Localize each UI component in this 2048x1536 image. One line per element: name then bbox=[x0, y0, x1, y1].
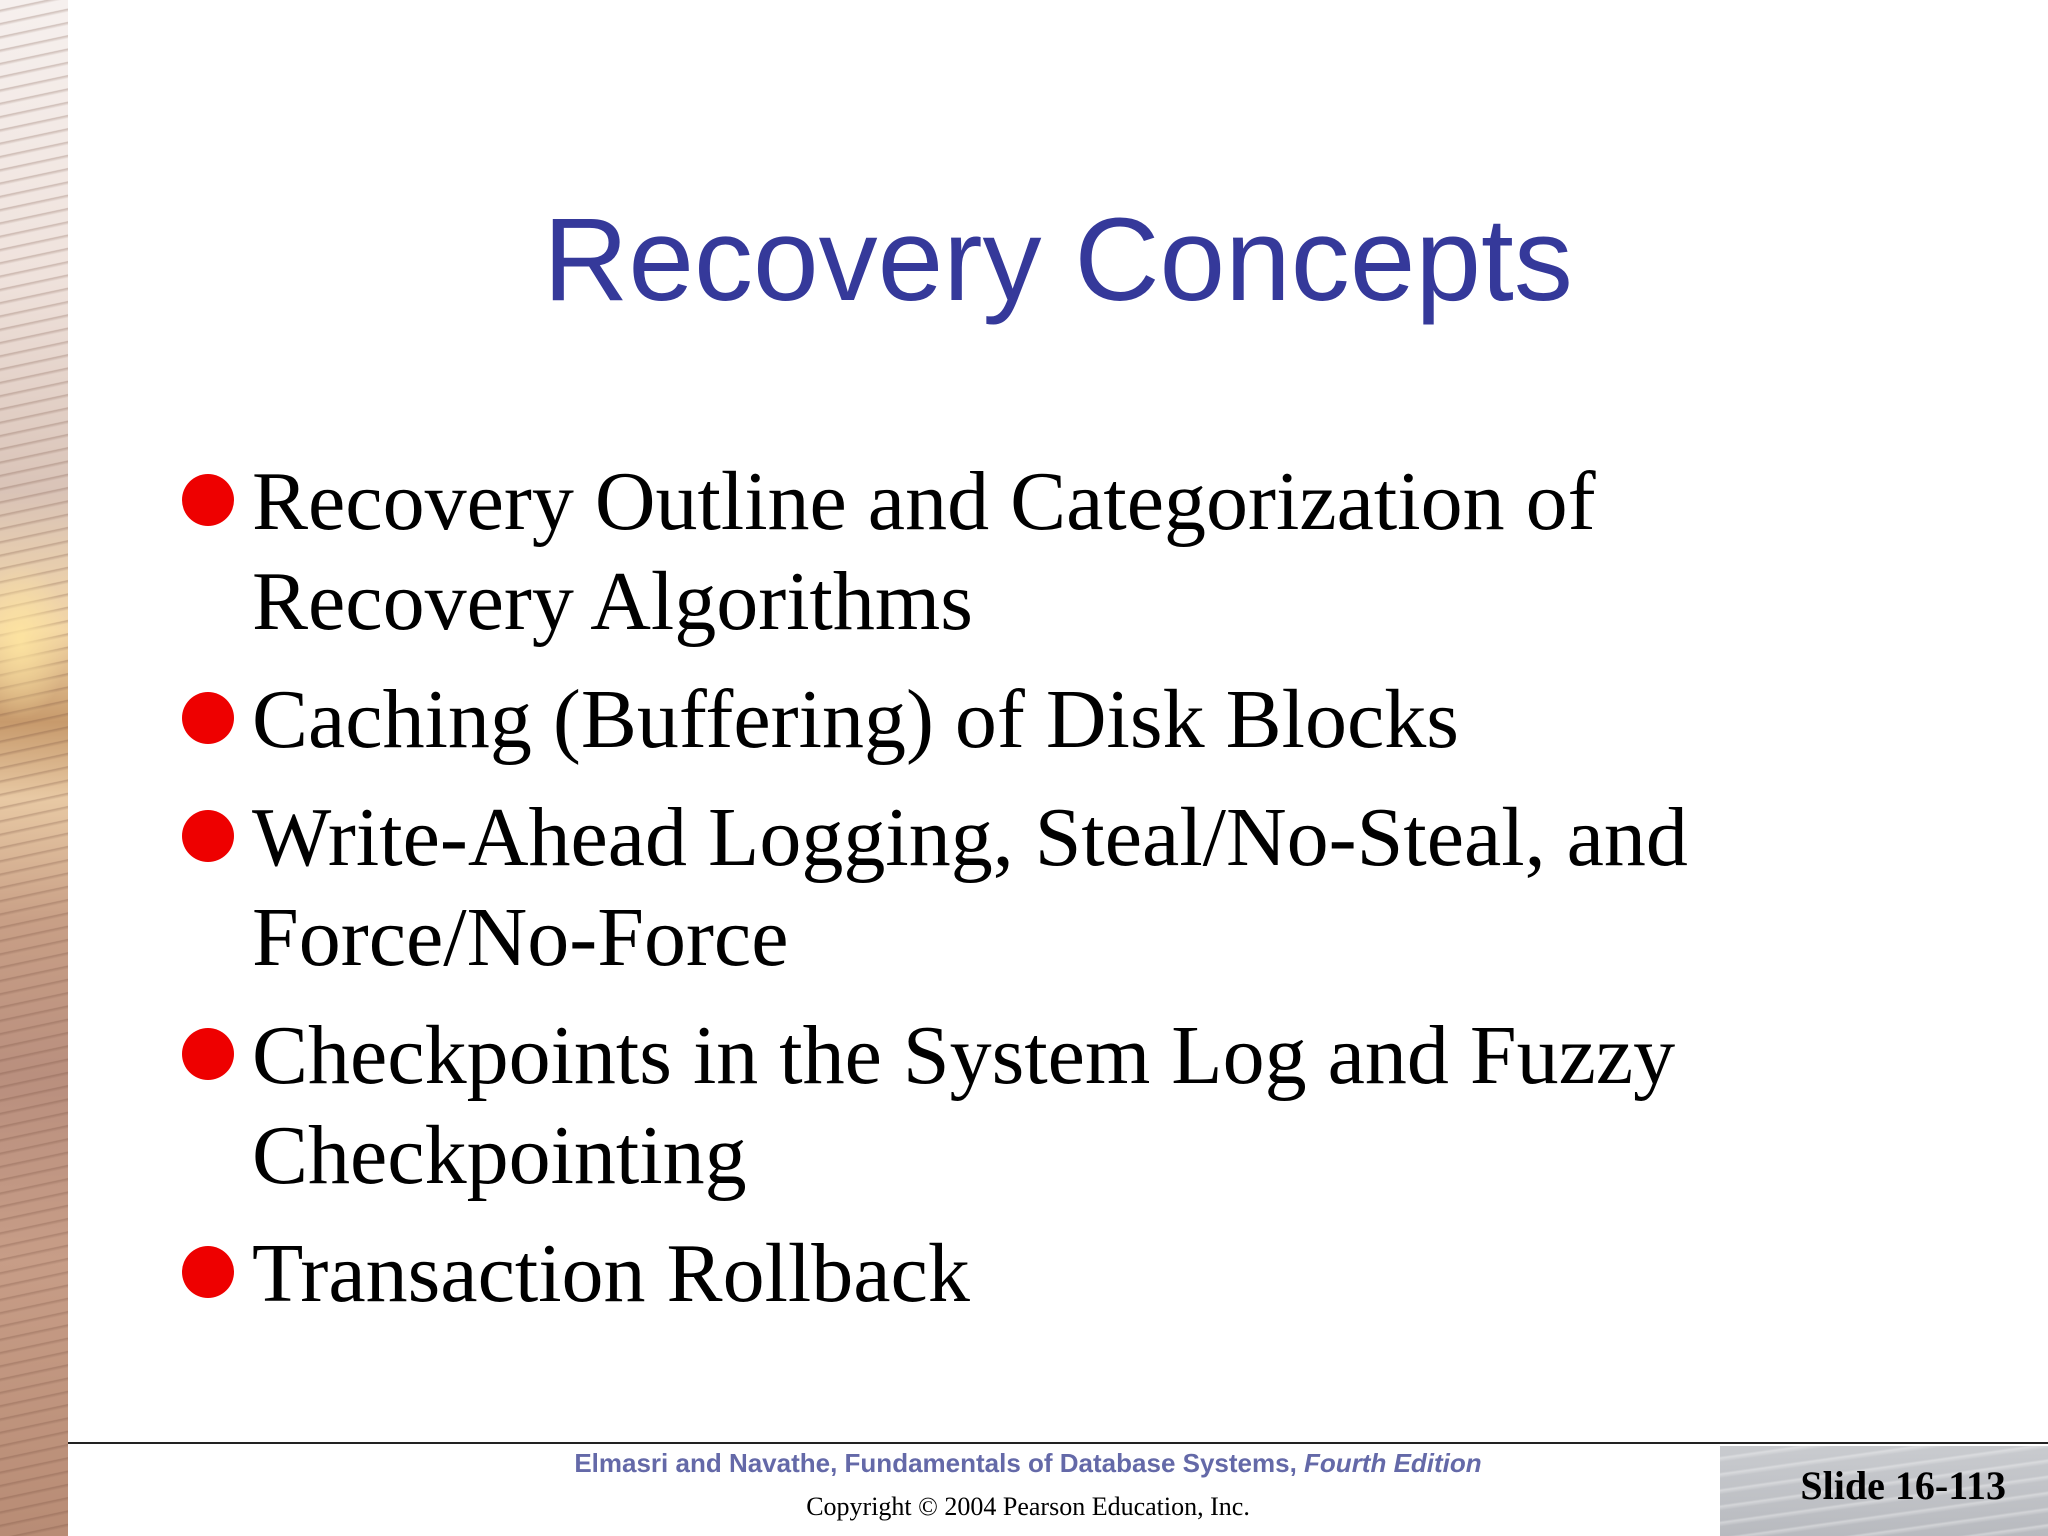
bullet-text: Transaction Rollback bbox=[252, 1227, 970, 1320]
decorative-side-image bbox=[0, 0, 68, 1536]
slide-number-box bbox=[1720, 1446, 2048, 1536]
bullet-item bbox=[178, 1224, 1878, 1324]
footer-divider bbox=[68, 1442, 2048, 1444]
bullet-dot-icon bbox=[182, 474, 234, 526]
slide-title: Recovery Concepts bbox=[543, 194, 1573, 326]
footer-copyright: Copyright © 2004 Pearson Education, Inc. bbox=[806, 1492, 1250, 1521]
footer-book-credit bbox=[68, 1448, 1988, 1479]
bullet-item bbox=[178, 452, 1878, 652]
bullet-text: Caching (Buffering) of Disk Blocks bbox=[252, 673, 1459, 766]
bullet-dot-icon bbox=[182, 1246, 234, 1298]
slide-number: Slide 16-113 bbox=[1800, 1463, 2006, 1508]
bullet-item bbox=[178, 1006, 1878, 1206]
bullet-dot-icon bbox=[182, 692, 234, 744]
footer-edition: Fourth Edition bbox=[1304, 1448, 1482, 1478]
bullet-item bbox=[178, 670, 1878, 770]
bullet-text: Checkpoints in the System Log and Fuzzy Checkpointing bbox=[252, 1009, 1676, 1202]
bullet-list bbox=[178, 452, 1878, 1342]
bullet-text: Recovery Outline and Categorization of Recovery Algorithms bbox=[252, 455, 1596, 648]
bullet-text: Write-Ahead Logging, Steal/No-Steal, and Force/No-Force bbox=[252, 791, 1688, 984]
bullet-dot-icon bbox=[182, 810, 234, 862]
bullet-dot-icon bbox=[182, 1028, 234, 1080]
footer-book-title: Elmasri and Navathe, Fundamentals of Database Systems, bbox=[574, 1448, 1297, 1478]
bullet-item bbox=[178, 788, 1878, 988]
